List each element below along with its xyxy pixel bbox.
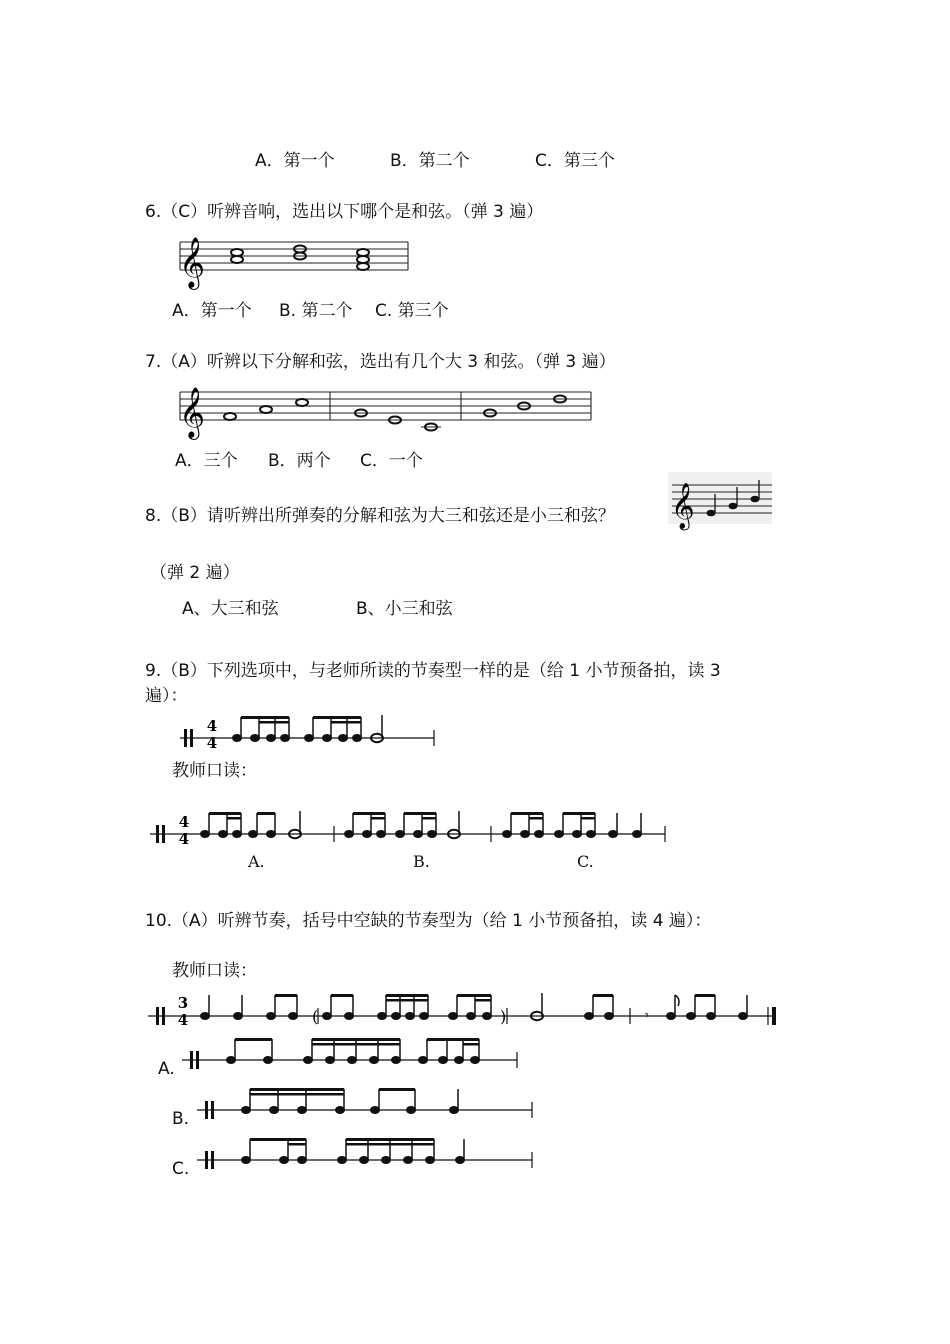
q10-option-a-rhythm [182, 1034, 522, 1074]
q9-options-rhythm [150, 808, 680, 856]
q7-staff [175, 378, 595, 438]
svg-text:3: 3 [177, 994, 189, 1012]
q6-staff [175, 228, 415, 288]
q5-option-c: C．第三个 [535, 151, 615, 171]
q10-label-a: A. [158, 1059, 175, 1079]
q9-label-a: A. [248, 852, 265, 871]
q9-question-cont: 遍）： [145, 686, 188, 706]
q9-label-c: C. [577, 852, 594, 871]
q10-label-b: B. [172, 1109, 190, 1129]
q8-staff-image [668, 472, 772, 529]
close-bracket: ) [500, 1007, 507, 1026]
q5-option-a: A．第一个 [255, 151, 335, 171]
q9-question: 9.（B）下列选项中，与老师所读的节奏型一样的是（给 1 小节预备拍，读 3 [145, 661, 721, 681]
open-bracket: ( [312, 1007, 319, 1026]
q10-label-c: C. [172, 1159, 190, 1179]
svg-text:4: 4 [178, 830, 190, 848]
q8-option-a: A、大三和弦 [182, 599, 279, 619]
q6-option-c: C. 第三个 [375, 301, 449, 321]
q6-option-b: B. 第二个 [279, 301, 353, 321]
q7-option-c: C．一个 [360, 451, 423, 471]
q8-option-b: B、小三和弦 [356, 599, 453, 619]
q10-option-b-rhythm [197, 1084, 537, 1124]
q6-question: 6.（C）听辨音响，选出以下哪个是和弦。（弹 3 遍） [145, 202, 544, 222]
q9-teacher-rhythm [180, 712, 450, 754]
q9-teacher-label: 教师口读： [172, 761, 257, 781]
q9-label-b: B. [413, 852, 430, 871]
q7-question: 7.（A）听辨以下分解和弦，选出有几个大 3 和弦。（弹 3 遍） [145, 352, 616, 372]
q6-option-a: A．第一个 [172, 301, 252, 321]
svg-text:4: 4 [177, 1011, 189, 1029]
eighth-rest-icon: 𝄾 [645, 1008, 649, 1024]
treble-clef-icon: 𝄞 [179, 387, 206, 438]
q10-question: 10.（A）听辨节奏，括号中空缺的节奏型为（给 1 小节预备拍，读 4 遍）： [145, 911, 712, 931]
q10-teacher-label: 教师口读： [172, 961, 257, 981]
q10-option-c-rhythm [197, 1134, 537, 1174]
q8-repeat-note: （弹 2 遍） [150, 563, 240, 583]
q10-teacher-rhythm [148, 988, 788, 1032]
q7-option-a: A．三个 [175, 451, 238, 471]
treble-clef-icon: 𝄞 [179, 237, 206, 288]
time-signature-bottom: 4 [206, 734, 218, 752]
treble-clef-icon: 𝄞 [671, 483, 695, 529]
time-signature-top: 4 [206, 717, 218, 735]
q7-option-b: B．两个 [268, 451, 331, 471]
q5-option-b: B．第二个 [390, 151, 470, 171]
q8-question: 8.（B）请听辨出所弹奏的分解和弦为大三和弦还是小三和弦？ [145, 506, 615, 526]
svg-text:4: 4 [178, 813, 190, 831]
